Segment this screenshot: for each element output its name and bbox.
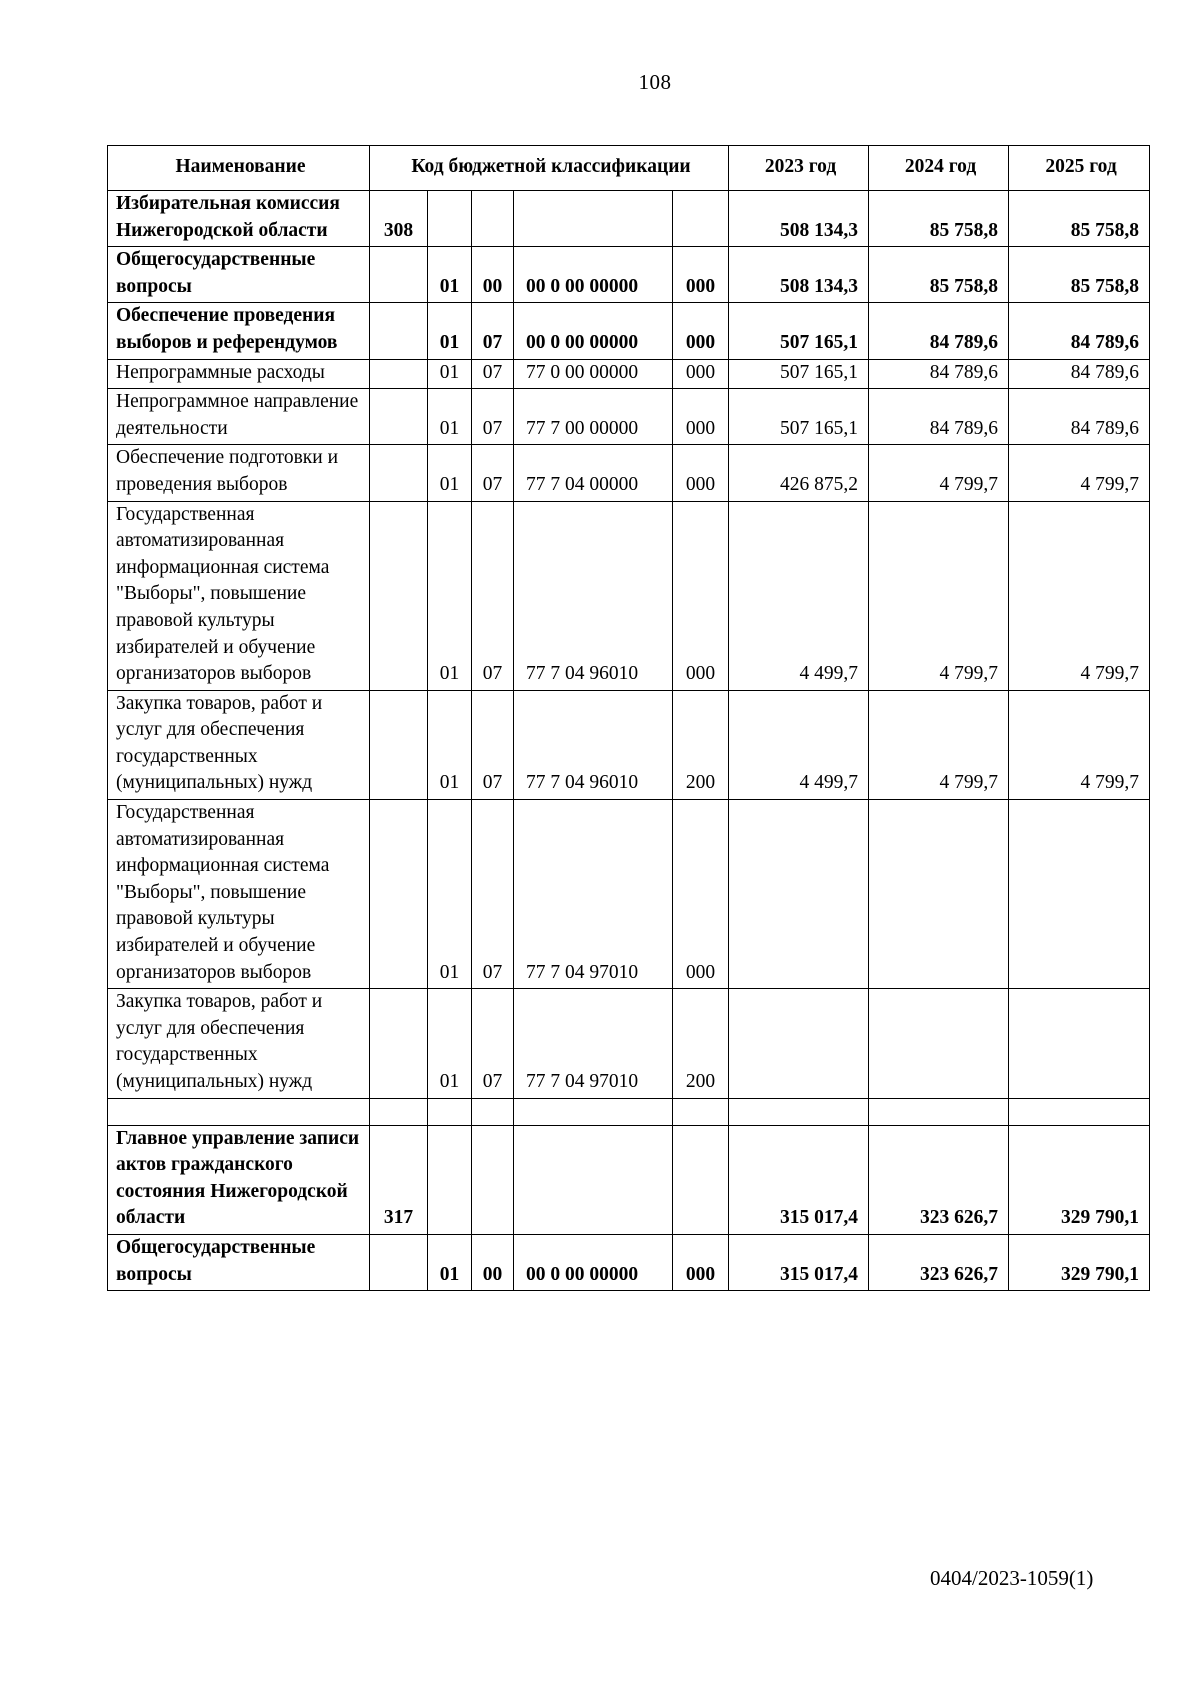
table-header-row: [108, 146, 1150, 191]
table-row-empty: [108, 1098, 1150, 1125]
row-2024: 4 799,7: [869, 501, 1009, 690]
row-2023: [729, 1098, 869, 1125]
row-2025: 4 799,7: [1009, 690, 1150, 799]
row-grbs: [370, 359, 428, 389]
row-rz: 01: [428, 501, 472, 690]
row-name: Обеспечение проведения выборов и референдумов: [108, 303, 370, 359]
table-row: [108, 800, 1150, 989]
row-vr: 000: [673, 800, 729, 989]
row-vr: 000: [673, 501, 729, 690]
row-pr: [472, 191, 514, 247]
row-csr: 00 0 00 00000: [514, 1234, 673, 1290]
row-pr: 07: [472, 445, 514, 501]
row-grbs: [370, 389, 428, 445]
row-2024: [869, 800, 1009, 989]
row-2023: 315 017,4: [729, 1125, 869, 1234]
table-row: [108, 247, 1150, 303]
row-pr: 00: [472, 247, 514, 303]
row-2025: 4 799,7: [1009, 445, 1150, 501]
row-pr: [472, 1125, 514, 1234]
row-2023: [729, 989, 869, 1098]
row-2023: 507 165,1: [729, 389, 869, 445]
table-row: [108, 1234, 1150, 1290]
row-name: Главное управление записи актов гражданского состояния Нижегородской области: [108, 1125, 370, 1234]
row-pr: [472, 1098, 514, 1125]
row-name: Обеспечение подготовки и проведения выборов: [108, 445, 370, 501]
row-pr: 00: [472, 1234, 514, 1290]
row-vr: 200: [673, 690, 729, 799]
row-grbs: [370, 690, 428, 799]
row-grbs: [370, 800, 428, 989]
page-number: 108: [638, 70, 672, 94]
row-rz: 01: [428, 359, 472, 389]
row-2025: 85 758,8: [1009, 191, 1150, 247]
row-grbs: [370, 303, 428, 359]
row-2024: [869, 1098, 1009, 1125]
row-rz: [428, 191, 472, 247]
row-grbs: [370, 1098, 428, 1125]
table-row: [108, 501, 1150, 690]
row-csr: 77 7 00 00000: [514, 389, 673, 445]
row-vr: [673, 1125, 729, 1234]
row-2025: 84 789,6: [1009, 389, 1150, 445]
row-pr: 07: [472, 389, 514, 445]
document-number: 0404/2023-1059(1): [930, 1566, 1094, 1590]
table-row: [108, 690, 1150, 799]
row-vr: 000: [673, 389, 729, 445]
row-2025: 329 790,1: [1009, 1234, 1150, 1290]
row-csr: 00 0 00 00000: [514, 303, 673, 359]
row-csr: [514, 1098, 673, 1125]
row-rz: 01: [428, 389, 472, 445]
row-2023: [729, 800, 869, 989]
row-rz: 01: [428, 247, 472, 303]
row-rz: 01: [428, 1234, 472, 1290]
row-vr: 200: [673, 989, 729, 1098]
row-name: Непрограммные расходы: [108, 359, 370, 389]
row-2024: 84 789,6: [869, 389, 1009, 445]
row-vr: 000: [673, 303, 729, 359]
row-grbs: [370, 989, 428, 1098]
row-name: Общегосударственные вопросы: [108, 1234, 370, 1290]
row-2025: [1009, 800, 1150, 989]
row-name: Общегосударственные вопросы: [108, 247, 370, 303]
row-pr: 07: [472, 359, 514, 389]
row-rz: 01: [428, 800, 472, 989]
row-csr: 77 7 04 96010: [514, 690, 673, 799]
row-csr: 00 0 00 00000: [514, 247, 673, 303]
row-csr: 77 7 04 97010: [514, 800, 673, 989]
row-rz: 01: [428, 303, 472, 359]
row-2024: 84 789,6: [869, 359, 1009, 389]
row-2024: 85 758,8: [869, 247, 1009, 303]
header-2025: 2025 год: [1009, 146, 1150, 191]
row-grbs: [370, 1234, 428, 1290]
row-pr: 07: [472, 690, 514, 799]
row-name: Избирательная комиссия Нижегородской области: [108, 191, 370, 247]
row-2024: 85 758,8: [869, 191, 1009, 247]
row-rz: [428, 1098, 472, 1125]
row-name: [108, 1098, 370, 1125]
table-row: [108, 191, 1150, 247]
row-grbs: 308: [370, 191, 428, 247]
row-2025: 4 799,7: [1009, 501, 1150, 690]
row-vr: 000: [673, 359, 729, 389]
header-2023: 2023 год: [729, 146, 869, 191]
header-code: Код бюджетной классификации: [370, 146, 729, 191]
row-2024: 4 799,7: [869, 690, 1009, 799]
row-csr: 77 0 00 00000: [514, 359, 673, 389]
table-row: [108, 359, 1150, 389]
budget-table: [107, 145, 1150, 1291]
row-rz: 01: [428, 690, 472, 799]
row-2024: 323 626,7: [869, 1234, 1009, 1290]
row-pr: 07: [472, 303, 514, 359]
row-vr: [673, 191, 729, 247]
row-2025: 329 790,1: [1009, 1125, 1150, 1234]
row-2025: [1009, 989, 1150, 1098]
row-pr: 07: [472, 989, 514, 1098]
row-name: Закупка товаров, работ и услуг для обеспечения государственных (муниципальных) нужд: [108, 690, 370, 799]
row-name: Закупка товаров, работ и услуг для обеспечения государственных (муниципальных) нужд: [108, 989, 370, 1098]
row-grbs: [370, 501, 428, 690]
row-2025: 84 789,6: [1009, 303, 1150, 359]
table-row: [108, 389, 1150, 445]
row-2023: 508 134,3: [729, 247, 869, 303]
row-grbs: 317: [370, 1125, 428, 1234]
row-csr: 77 7 04 97010: [514, 989, 673, 1098]
header-name: Наименование: [108, 146, 370, 191]
row-2024: 84 789,6: [869, 303, 1009, 359]
row-name: Государственная автоматизированная информационная система "Выборы", повышение правовой культуры избирателей и обучение организаторов выборов: [108, 800, 370, 989]
table-row: [108, 989, 1150, 1098]
row-vr: [673, 1098, 729, 1125]
row-pr: 07: [472, 800, 514, 989]
row-2023: 4 499,7: [729, 690, 869, 799]
header-2024: 2024 год: [869, 146, 1009, 191]
row-vr: 000: [673, 1234, 729, 1290]
row-name: Непрограммное направление деятельности: [108, 389, 370, 445]
row-name: Государственная автоматизированная информационная система "Выборы", повышение правовой культуры избирателей и обучение организаторов выборов: [108, 501, 370, 690]
row-2025: 85 758,8: [1009, 247, 1150, 303]
row-grbs: [370, 247, 428, 303]
table-row: [108, 303, 1150, 359]
row-2023: 507 165,1: [729, 303, 869, 359]
row-2023: 315 017,4: [729, 1234, 869, 1290]
row-2023: 508 134,3: [729, 191, 869, 247]
row-2024: [869, 989, 1009, 1098]
row-pr: 07: [472, 501, 514, 690]
row-vr: 000: [673, 247, 729, 303]
row-csr: 77 7 04 00000: [514, 445, 673, 501]
row-grbs: [370, 445, 428, 501]
row-csr: [514, 191, 673, 247]
row-csr: [514, 1125, 673, 1234]
row-2023: 507 165,1: [729, 359, 869, 389]
row-rz: [428, 1125, 472, 1234]
row-2023: 426 875,2: [729, 445, 869, 501]
row-2025: 84 789,6: [1009, 359, 1150, 389]
row-2023: 4 499,7: [729, 501, 869, 690]
table-row: [108, 445, 1150, 501]
row-2024: 323 626,7: [869, 1125, 1009, 1234]
row-vr: 000: [673, 445, 729, 501]
row-2025: [1009, 1098, 1150, 1125]
row-rz: 01: [428, 989, 472, 1098]
row-rz: 01: [428, 445, 472, 501]
row-2024: 4 799,7: [869, 445, 1009, 501]
table-row: [108, 1125, 1150, 1234]
row-csr: 77 7 04 96010: [514, 501, 673, 690]
